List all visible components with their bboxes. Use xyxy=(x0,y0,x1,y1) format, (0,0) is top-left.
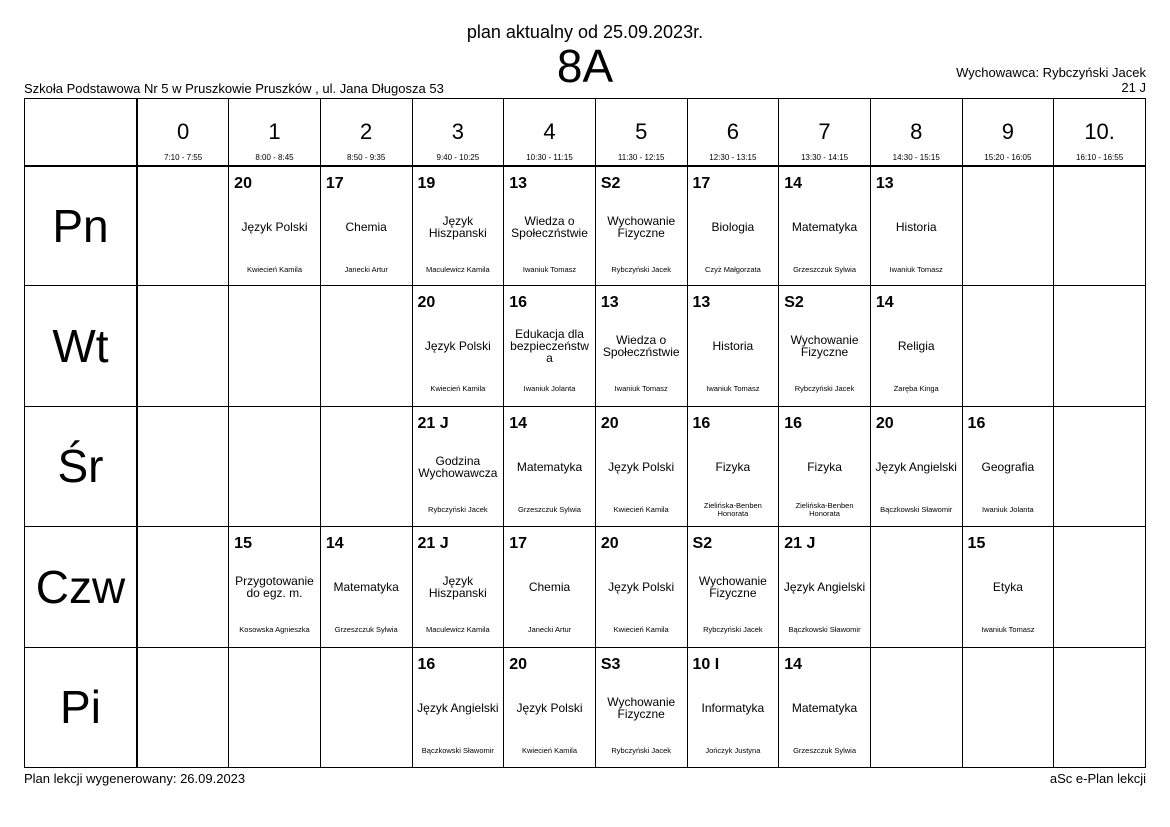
empty-cell xyxy=(137,406,229,526)
period-number: 3 xyxy=(451,119,464,144)
homeroom-teacher: Wychowawca: Rybczyński Jacek xyxy=(956,65,1146,80)
teacher-name-text: Bączkowski Sławomir xyxy=(880,504,953,514)
teacher-name-text: Iwaniuk Tomasz xyxy=(614,384,668,394)
period-header xyxy=(687,99,779,166)
teacher-name-text: Iwaniuk Tomasz xyxy=(889,264,943,274)
software-credit: aSc e-Plan lekcji xyxy=(1049,771,1146,786)
teacher-name xyxy=(690,378,777,400)
teacher-name-text: Iwaniuk Tomasz xyxy=(981,625,1035,635)
homeroom-info xyxy=(956,65,1146,95)
subject-name-text: Historia xyxy=(895,219,937,234)
subject-name xyxy=(598,555,685,619)
subject-name xyxy=(781,314,868,378)
teacher-name xyxy=(415,378,502,400)
subject-name-text: Wychowanie Fizyczne xyxy=(698,574,767,601)
period-number: 4 xyxy=(543,119,556,144)
timetable xyxy=(24,98,1146,768)
room-number: 20 xyxy=(600,414,619,432)
generated-date: Plan lekcji wygenerowany: 26.09.2023 xyxy=(24,771,246,786)
room-number: 13 xyxy=(600,294,619,312)
period-number: 8 xyxy=(910,119,923,144)
teacher-name-text: Rybczyński Jacek xyxy=(611,745,671,755)
subject-name xyxy=(690,676,777,740)
lesson-cell xyxy=(595,286,687,406)
lesson-cell xyxy=(779,286,871,406)
lesson-cell xyxy=(412,166,504,286)
teacher-name-text: Grzeszczuk Sylwia xyxy=(793,264,856,274)
room-number: 13 xyxy=(509,174,527,192)
teacher-name xyxy=(781,259,868,281)
period-time: 8:00 - 8:45 xyxy=(255,153,294,162)
room-number: 16 xyxy=(417,655,436,673)
teacher-name xyxy=(781,378,868,400)
room-number: 17 xyxy=(325,174,344,192)
empty-cell xyxy=(1054,647,1146,767)
teacher-name xyxy=(231,259,318,281)
room-number: 14 xyxy=(784,655,802,673)
empty-cell xyxy=(137,286,229,406)
period-time: 10:30 - 11:15 xyxy=(526,153,573,162)
subject-name xyxy=(781,195,868,259)
day-label: Wt xyxy=(25,286,138,406)
subject-name-text: Biologia xyxy=(711,219,755,234)
lesson-cell xyxy=(870,166,962,286)
lesson-cell xyxy=(412,647,504,767)
subject-name-text: Język Polski xyxy=(424,339,491,354)
room-number: 16 xyxy=(784,414,802,432)
room-number: 20 xyxy=(600,535,619,553)
teacher-name-text: Kwiecień Kamila xyxy=(522,745,578,755)
teacher-name xyxy=(598,619,685,641)
lesson-cell xyxy=(962,527,1054,647)
period-number: 1 xyxy=(268,119,281,144)
lesson-cell xyxy=(687,286,779,406)
period-time: 13:30 - 14:15 xyxy=(800,153,849,162)
subject-name xyxy=(323,195,410,259)
empty-cell xyxy=(320,406,412,526)
lesson-cell xyxy=(229,527,321,647)
subject-name-text: Przygotowanie do egz. m. xyxy=(235,574,314,601)
homeroom-room: 21 J xyxy=(1121,80,1146,95)
teacher-name xyxy=(598,499,685,521)
teacher-name xyxy=(506,378,593,400)
subject-name xyxy=(506,314,593,378)
subject-name xyxy=(415,676,502,740)
teacher-name-text: Grzeszczuk Sylwia xyxy=(518,504,581,514)
room-number: 20 xyxy=(875,414,894,432)
teacher-name xyxy=(506,619,593,641)
room-number: 14 xyxy=(325,535,344,553)
lesson-cell xyxy=(595,527,687,647)
teacher-name-text: Grzeszczuk Sylwia xyxy=(334,625,398,635)
lesson-cell xyxy=(687,527,779,647)
teacher-name xyxy=(781,619,868,641)
period-header xyxy=(1054,99,1146,166)
teacher-name-text: Jończyk Justyna xyxy=(705,745,761,755)
room-number: 15 xyxy=(967,535,986,553)
room-number: 13 xyxy=(875,174,894,192)
teacher-name xyxy=(781,499,868,521)
lesson-cell xyxy=(504,527,596,647)
subject-name xyxy=(873,435,960,499)
subject-name xyxy=(781,435,868,499)
teacher-name xyxy=(231,619,318,641)
lesson-cell xyxy=(504,406,596,526)
subject-name-text: Historia xyxy=(712,339,754,354)
lesson-cell xyxy=(412,406,504,526)
teacher-name-text: Iwaniuk Tomasz xyxy=(706,384,760,394)
empty-cell xyxy=(962,647,1054,767)
room-number: 14 xyxy=(875,294,894,312)
teacher-name xyxy=(598,259,685,281)
period-header xyxy=(504,99,596,166)
lesson-cell xyxy=(595,166,687,286)
lesson-cell xyxy=(595,647,687,767)
room-number: 20 xyxy=(417,294,436,312)
subject-name-text: Język Polski xyxy=(608,459,675,474)
subject-name-text: Język Polski xyxy=(608,580,675,595)
subject-name xyxy=(690,314,777,378)
subject-name xyxy=(415,195,502,259)
subject-name-text: Edukacja dla bezpieczeństw a xyxy=(510,327,589,366)
room-number: 19 xyxy=(417,174,436,192)
period-number: 6 xyxy=(726,119,739,144)
teacher-name xyxy=(781,740,868,762)
period-header xyxy=(229,99,321,166)
lesson-cell xyxy=(870,286,962,406)
subject-name-text: Geografia xyxy=(981,459,1035,474)
room-number: 14 xyxy=(509,414,527,432)
day-label: Czw xyxy=(25,527,138,647)
room-number: 14 xyxy=(784,174,802,192)
empty-cell xyxy=(1054,286,1146,406)
lesson-cell xyxy=(320,527,412,647)
subject-name xyxy=(415,555,502,619)
subject-name-text: Matematyka xyxy=(333,580,399,595)
subject-name-text: Matematyka xyxy=(516,459,583,474)
teacher-name xyxy=(873,378,960,400)
teacher-name xyxy=(323,619,410,641)
room-number: 16 xyxy=(509,294,527,312)
teacher-name xyxy=(873,259,960,281)
room-number: 20 xyxy=(234,174,252,192)
teacher-name-text: Iwaniuk Tomasz xyxy=(522,264,577,274)
period-header xyxy=(962,99,1054,166)
period-time: 16:10 - 16:55 xyxy=(1076,153,1124,162)
lesson-cell xyxy=(870,406,962,526)
room-number: 15 xyxy=(234,535,252,553)
room-number: 16 xyxy=(967,414,986,432)
teacher-name-text: Kwiecień Kamila xyxy=(246,264,303,274)
teacher-name-text: Czyż Małgorzata xyxy=(704,264,761,274)
lesson-cell xyxy=(504,286,596,406)
subject-name xyxy=(598,435,685,499)
school-name: Szkoła Podstawowa Nr 5 w Pruszkowie Pruszków , ul. Jana Długosza 53 xyxy=(24,81,444,96)
room-number: 21 J xyxy=(417,414,449,432)
room-number: S2 xyxy=(692,535,713,553)
period-header xyxy=(779,99,871,166)
subject-name-text: Chemia xyxy=(528,580,571,595)
subject-name-text: Wychowanie Fizyczne xyxy=(607,213,676,240)
subject-name xyxy=(506,195,593,259)
day-label: Pi xyxy=(25,647,138,767)
day-label: Pn xyxy=(25,166,138,286)
subject-name-text: Informatyka xyxy=(701,700,765,715)
period-time: 7:10 - 7:55 xyxy=(163,153,203,162)
empty-cell xyxy=(962,286,1054,406)
teacher-name-text: Bączkowski Sławomir xyxy=(788,625,861,635)
day-row xyxy=(25,647,1146,767)
period-time: 14:30 - 15:15 xyxy=(892,153,940,162)
empty-cell xyxy=(870,647,962,767)
empty-cell xyxy=(137,647,229,767)
teacher-name-text: Kwiecień Kamila xyxy=(613,625,669,635)
subject-name xyxy=(781,555,868,619)
lesson-cell xyxy=(504,647,596,767)
lesson-cell xyxy=(687,647,779,767)
day-row xyxy=(25,286,1146,406)
subject-name xyxy=(598,314,685,378)
subject-name-text: Język Hiszpanski xyxy=(428,574,487,601)
subject-name-text: Język Angielski xyxy=(875,459,957,474)
subject-name-text: Fizyka xyxy=(715,459,751,474)
subject-name xyxy=(873,195,960,259)
room-number: 17 xyxy=(509,535,527,553)
subject-name-text: Etyka xyxy=(992,580,1023,595)
subject-name-text: Język Angielski xyxy=(417,700,499,715)
empty-cell xyxy=(320,647,412,767)
plan-subtitle: plan aktualny od 25.09.2023r. xyxy=(466,22,704,42)
subject-name xyxy=(781,676,868,740)
subject-name-text: Język Polski xyxy=(516,700,583,715)
teacher-name-text: Zielińska-Benben Honorata xyxy=(795,500,854,518)
empty-cell xyxy=(137,166,229,286)
room-number: 16 xyxy=(692,414,711,432)
subject-name-text: Wychowanie Fizyczne xyxy=(607,694,676,721)
period-time: 15:20 - 16:05 xyxy=(984,153,1032,162)
lesson-cell xyxy=(779,527,871,647)
teacher-name-text: Kwiecień Kamila xyxy=(430,384,486,394)
subject-name xyxy=(415,435,502,499)
teacher-name-text: Rybczyński Jacek xyxy=(794,384,855,394)
empty-cell xyxy=(137,527,229,647)
subject-name-text: Język Polski xyxy=(241,219,308,234)
lesson-cell xyxy=(504,166,596,286)
empty-cell xyxy=(1054,527,1146,647)
subject-name-text: Matematyka xyxy=(791,219,858,234)
period-number: 5 xyxy=(635,119,648,144)
day-label: Śr xyxy=(25,406,138,526)
room-number: 21 J xyxy=(784,535,816,553)
teacher-name xyxy=(323,259,410,281)
lesson-cell xyxy=(779,647,871,767)
period-number: 2 xyxy=(360,119,373,144)
empty-cell xyxy=(229,286,321,406)
teacher-name xyxy=(598,740,685,762)
day-row xyxy=(25,527,1146,647)
subject-name xyxy=(415,314,502,378)
subject-name-text: Matematyka xyxy=(791,700,858,715)
teacher-name xyxy=(873,499,960,521)
teacher-name-text: Maculewicz Kamila xyxy=(425,264,490,274)
room-number: 21 J xyxy=(417,535,449,553)
lesson-cell xyxy=(229,166,321,286)
empty-cell xyxy=(320,286,412,406)
subject-name xyxy=(965,555,1052,619)
room-number: S3 xyxy=(600,655,621,673)
room-number: 13 xyxy=(692,294,711,312)
teacher-name-text: Kwiecień Kamila xyxy=(613,504,669,514)
room-number: 17 xyxy=(692,174,711,192)
period-header xyxy=(595,99,687,166)
teacher-name-text: Rybczyński Jacek xyxy=(611,264,671,274)
period-time: 12:30 - 13:15 xyxy=(709,153,757,162)
period-number: 9 xyxy=(1001,119,1014,144)
teacher-name-text: Zaręba Kinga xyxy=(893,384,939,394)
subject-name-text: Religia xyxy=(897,339,935,354)
teacher-name xyxy=(415,499,502,521)
room-number: 20 xyxy=(509,655,527,673)
teacher-name xyxy=(415,259,502,281)
period-number: 10. xyxy=(1084,119,1115,144)
subject-name xyxy=(231,195,318,259)
subject-name xyxy=(598,195,685,259)
room-number: S2 xyxy=(784,294,804,312)
lesson-cell xyxy=(412,286,504,406)
subject-name-text: Godzina Wychowawcza xyxy=(418,453,498,480)
teacher-name-text: Rybczyński Jacek xyxy=(703,625,763,635)
teacher-name-text: Rybczyński Jacek xyxy=(428,504,488,514)
subject-name xyxy=(965,435,1052,499)
subject-name xyxy=(598,676,685,740)
teacher-name-text: Janecki Artur xyxy=(344,264,388,274)
empty-cell xyxy=(962,166,1054,286)
lesson-cell xyxy=(687,166,779,286)
teacher-name-text: Kosowska Agnieszka xyxy=(239,625,310,635)
subject-name xyxy=(323,555,410,619)
corner-cell xyxy=(25,99,138,166)
lesson-cell xyxy=(687,406,779,526)
empty-cell xyxy=(229,647,321,767)
subject-name-text: Wiedza o Społeczństwie xyxy=(511,213,588,240)
teacher-name xyxy=(965,619,1052,641)
period-number: 7 xyxy=(818,119,831,144)
room-number: 10 I xyxy=(692,655,720,673)
subject-name-text: Wiedza o Społeczństwie xyxy=(602,333,680,360)
lesson-cell xyxy=(595,406,687,526)
teacher-name-text: Grzeszczuk Sylwia xyxy=(793,745,856,755)
period-header xyxy=(320,99,412,166)
subject-name xyxy=(231,555,318,619)
subject-name xyxy=(690,195,777,259)
teacher-name xyxy=(690,259,777,281)
day-row xyxy=(25,166,1146,286)
empty-cell xyxy=(229,406,321,526)
period-header-row xyxy=(25,99,1146,166)
period-header xyxy=(412,99,504,166)
timetable-body xyxy=(25,166,1146,768)
subject-name-text: Język Hiszpanski xyxy=(428,213,487,240)
empty-cell xyxy=(1054,406,1146,526)
class-title: 8A xyxy=(556,40,614,92)
teacher-name xyxy=(690,740,777,762)
teacher-name-text: Iwaniuk Jolanta xyxy=(523,384,576,394)
lesson-cell xyxy=(412,527,504,647)
lesson-cell xyxy=(962,406,1054,526)
empty-cell xyxy=(870,527,962,647)
teacher-name-text: Iwaniuk Jolanta xyxy=(982,504,1034,514)
lesson-cell xyxy=(320,166,412,286)
empty-cell xyxy=(1054,166,1146,286)
lesson-cell xyxy=(779,406,871,526)
teacher-name xyxy=(598,378,685,400)
subject-name xyxy=(506,555,593,619)
subject-name-text: Język Angielski xyxy=(783,580,866,595)
subject-name xyxy=(690,435,777,499)
teacher-name xyxy=(506,740,593,762)
period-time: 11:30 - 12:15 xyxy=(617,153,665,162)
subject-name xyxy=(690,555,777,619)
day-row xyxy=(25,406,1146,526)
period-number: 0 xyxy=(176,119,190,144)
subject-name xyxy=(506,435,593,499)
teacher-name xyxy=(415,619,502,641)
teacher-name xyxy=(506,499,593,521)
teacher-name xyxy=(690,499,777,521)
teacher-name xyxy=(690,619,777,641)
period-time: 9:40 - 10:25 xyxy=(436,153,480,162)
teacher-name-text: Zielińska-Benben Honorata xyxy=(703,500,762,518)
room-number: S2 xyxy=(600,174,621,192)
period-header xyxy=(137,99,229,166)
subject-name xyxy=(506,676,593,740)
period-time: 8:50 - 9:35 xyxy=(347,153,386,162)
lesson-cell xyxy=(779,166,871,286)
teacher-name-text: Bączkowski Sławomir xyxy=(421,745,494,755)
teacher-name xyxy=(506,259,593,281)
subject-name-text: Fizyka xyxy=(807,459,842,474)
teacher-name xyxy=(965,499,1052,521)
teacher-name-text: Maculewicz Kamila xyxy=(425,625,490,635)
teacher-name xyxy=(415,740,502,762)
subject-name-text: Wychowanie Fizyczne xyxy=(790,333,859,360)
subject-name-text: Chemia xyxy=(345,219,387,234)
subject-name xyxy=(873,314,960,378)
teacher-name-text: Janecki Artur xyxy=(527,625,572,635)
period-header xyxy=(870,99,962,166)
